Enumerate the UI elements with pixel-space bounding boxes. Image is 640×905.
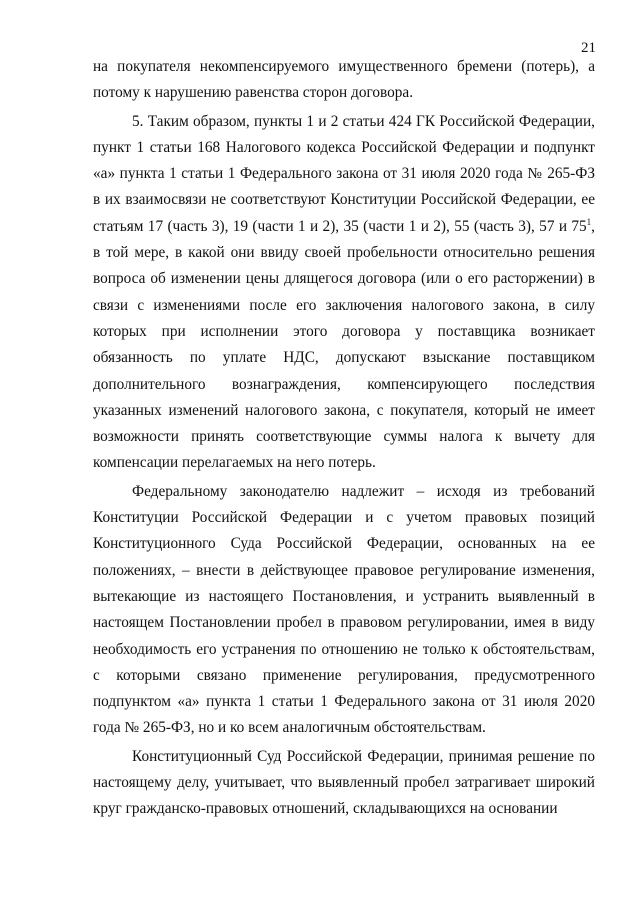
paragraph-legislator-obligation: Федеральному законодателю надлежит – исходя из требований Конституции Российской Федерации и с учетом правовых позиций Конституционного Суда Российской Федерации, основанных на ее положениях, – внести в действующее правовое регулирование изменения, вытекающие из настоящего Постановления, и устранить выявленный в настоящем Постановлении пробел в правовом регулировании, имея в виду необходимость его устранения по отношению не только к обстоятельствам, с которыми связано применение регулирования, предусмотренного подпунктом «а» пункта 1 статьи 1 Федерального закона от 31 июля 2020 года № 265-ФЗ, но и ко всем аналогичным обстоятельствам. (93, 482, 595, 737)
paragraph-item-5-text-start: 5. Таким образом, пункты 1 и 2 статьи 424 ГК Российской Федерации, пункт 1 статьи 168 Налогового кодекса Российской Федерации и подпункт «а» пункта 1 статьи 1 Федерального закона от 31 июля 2020 года № 265-ФЗ в их взаимосвязи не соответствуют Конституции Российской Федерации, ее статьям 17 (часть 3), 19 (части 1 и 2), 35 (части 1 и 2), 55 (часть 3), 57 и 75 (93, 112, 595, 235)
paragraph-continuation: на покупателя некомпенсируемого имущественного бремени (потерь), а потому к нарушению равенства сторон договора. (93, 58, 595, 102)
paragraph-item-5-text-end: , в той мере, в какой они ввиду своей пробельности относительно решения вопроса об изменении цены длящегося договора (или о его расторжении) в связи с изменениями после его заключения налогового закона, в силу которых при исполнении этого договора у поставщика возникает обязанность по уплате НДС, допускают взыскание поставщиком дополнительного вознаграждения, компенсирующего последствия указанных изменений налогового закона, с покупателя, который не имеет возможности принять соответствующие суммы налога к вычету для компенсации перелагаемых на него потерь. (93, 217, 595, 472)
paragraph-item-5 (93, 109, 595, 477)
paragraph-court-consideration: Конституционный Суд Российской Федерации, принимая решение по настоящему делу, учитывает, что выявленный пробел затрагивает широкий круг гражданско-правовых отношений, складывающихся на основании (93, 747, 595, 818)
document-body (93, 54, 595, 823)
superscript-article-index: 1 (586, 216, 592, 227)
page-number: 21 (581, 40, 596, 56)
